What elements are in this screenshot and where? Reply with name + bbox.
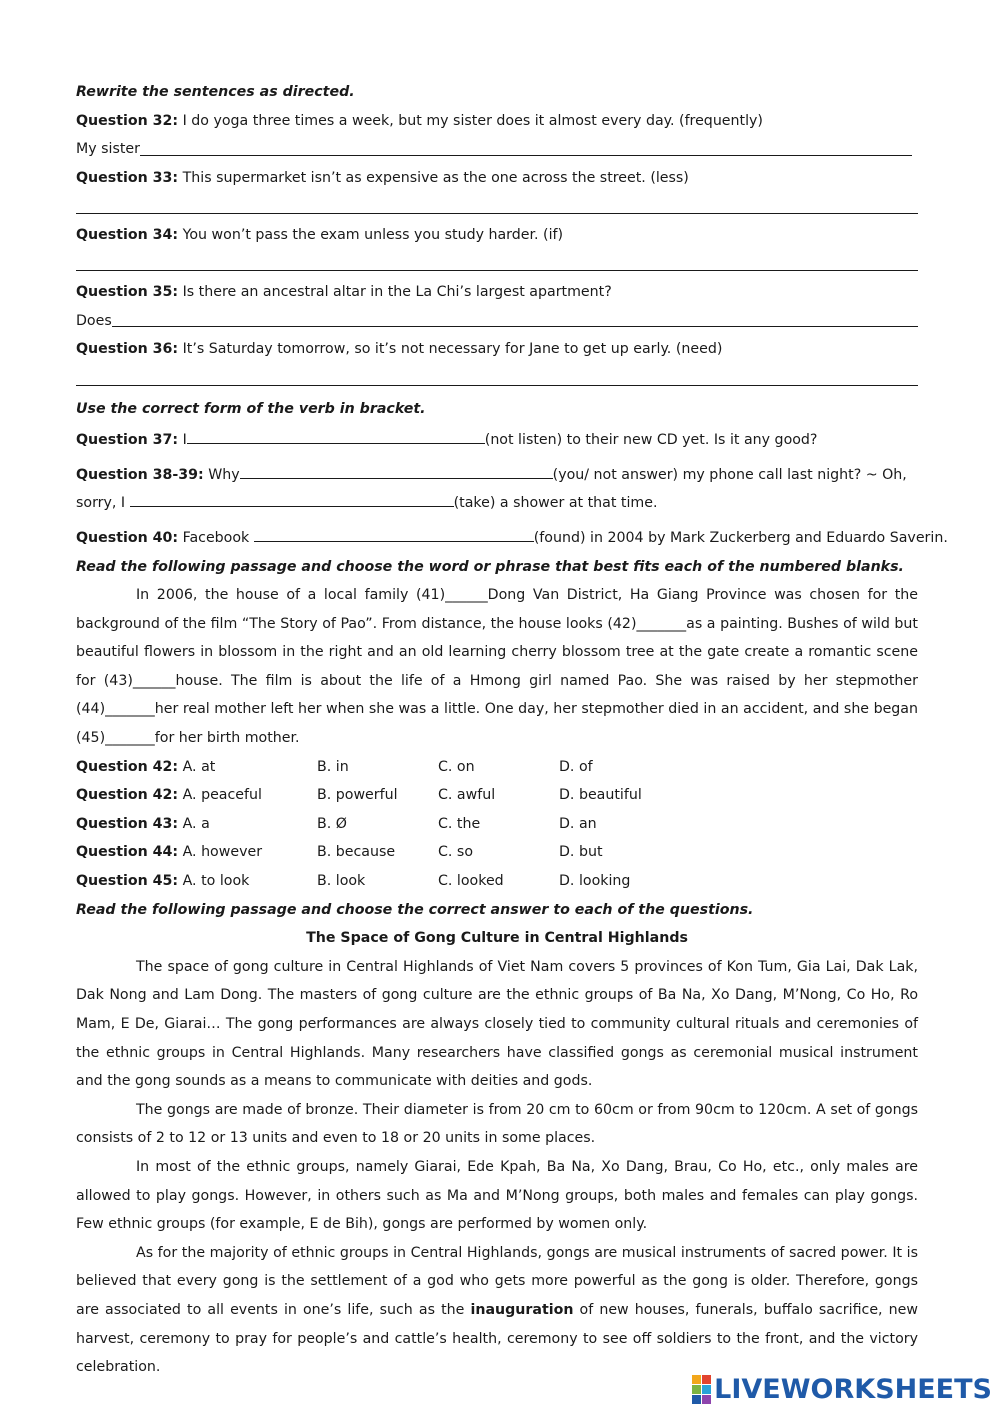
passage-title: The Space of Gong Culture in Central Highlands (306, 930, 688, 947)
question-label: Question 37: (76, 432, 179, 449)
question-37 (76, 426, 918, 455)
answer-blank-40[interactable] (254, 527, 534, 542)
question-text: Facebook (178, 529, 254, 546)
option-b[interactable]: B. in (317, 758, 349, 775)
option-a[interactable]: A. at (178, 758, 216, 775)
option-a[interactable]: A. to look (178, 873, 250, 890)
answer-line-32[interactable] (76, 135, 918, 164)
option-c[interactable]: C. so (438, 844, 473, 861)
option-c[interactable]: C. looked (438, 873, 504, 890)
option-b[interactable]: B. powerful (317, 787, 398, 804)
reading-paragraph-4 (76, 1239, 918, 1382)
answer-line-33[interactable] (76, 192, 918, 221)
option-a[interactable]: A. however (178, 844, 263, 861)
question-33 (76, 164, 918, 193)
question-text: It’s Saturday tomorrow, so it’s not necessary for Jane to get up early. (need) (178, 341, 723, 358)
question-text: You won’t pass the exam unless you study harder. (if) (178, 226, 564, 243)
options-row-44 (76, 838, 918, 867)
section-instruction-reading: Read the following passage and choose the correct answer to each of the questions. (76, 901, 754, 918)
question-label: Question 44: (76, 844, 179, 861)
option-c[interactable]: C. the (438, 815, 481, 832)
question-label: Question 34: (76, 226, 179, 243)
answer-prefix: My sister (76, 141, 140, 158)
paragraph-text: As for the majority of ethnic groups in Central Highlands, gongs are musical instruments of sacred power. It is believed that every gong is the settlement of a god who gets more powerful as the gong is older. Therefore, gongs are associated to all events in one’s life, such as the (76, 1244, 918, 1318)
paragraph-text: of new houses, funerals, buffalo sacrifice, new harvest, ceremony to pray for people’s and cattle’s health, ceremony to see off soldiers to the front, and the victory celebration. (76, 1301, 918, 1376)
highlighted-word: inauguration (470, 1301, 574, 1318)
question-text: (take) a shower at that time. (453, 495, 658, 512)
question-label: Question 36: (76, 341, 179, 358)
answer-line-36[interactable] (76, 364, 918, 393)
section-instruction-rewrite: Rewrite the sentences as directed. (76, 84, 355, 100)
option-b[interactable]: B. look (317, 873, 366, 890)
options-row-43 (76, 810, 918, 839)
question-text: (found) in 2004 by Mark Zuckerberg and Eduardo Saverin. (533, 529, 948, 546)
question-38-39 (76, 461, 918, 490)
question-35 (76, 278, 918, 307)
option-d[interactable]: D. of (559, 758, 593, 775)
answer-blank-37[interactable] (187, 429, 485, 444)
question-40 (76, 524, 948, 553)
question-text: (not listen) to their new CD yet. Is it any good? (484, 432, 818, 449)
option-a[interactable]: A. peaceful (178, 787, 262, 804)
answer-line-35[interactable] (76, 307, 918, 336)
section-instruction-verb-form: Use the correct form of the verb in bracket. (76, 400, 426, 417)
options-row-45 (76, 867, 918, 896)
question-text: This supermarket isn’t as expensive as the one across the street. (less) (178, 169, 689, 186)
question-label: Question 42: (76, 787, 179, 804)
option-d[interactable]: D. an (559, 815, 597, 832)
question-label: Question 33: (76, 169, 179, 186)
answer-prefix: Does (76, 312, 112, 329)
option-c[interactable]: C. on (438, 758, 475, 775)
question-38-39-line2 (76, 489, 918, 518)
option-c[interactable]: C. awful (438, 787, 496, 804)
question-text: Why (203, 466, 240, 483)
option-a[interactable]: A. a (178, 815, 210, 832)
section-instruction-cloze: Read the following passage and choose the word or phrase that best fits each of the numbered blanks. (76, 558, 904, 575)
question-label: Question 40: (76, 529, 179, 546)
reading-paragraph-2: The gongs are made of bronze. Their diameter is from 20 cm to 60cm or from 90cm to 120cm. A set of gongs consists of 2 to 12 or 13 units and even to 18 or 20 units in some places. (76, 1101, 918, 1147)
reading-paragraph-1: The space of gong culture in Central Highlands of Viet Nam covers 5 provinces of Kon Tum, Gia Lai, Dak Lak, Dak Nong and Lam Dong. The masters of gong culture are the ethnic groups of Ba Na, Xo Dang, M’Nong, Co Ho, Ro Mam, E De, Giarai… The gong performances are always closely tied to community cultural rituals and ceremonies of the ethnic groups in Central Highlands. Many researchers have classified gongs as ceremonial musical instrument and the gong sounds as a means to communicate with deities and gods. (76, 958, 918, 1090)
question-label: Question 35: (76, 284, 179, 301)
option-d[interactable]: D. looking (559, 873, 631, 890)
question-32 (76, 107, 918, 136)
reading-paragraph-3: In most of the ethnic groups, namely Giarai, Ede Kpah, Ba Na, Xo Dang, Brau, Co Ho, etc., only males are allowed to play gongs. However, in others such as Ma and M’Nong groups, both males and females can play gongs. Few ethnic groups (for example, E de Bih), gongs are performed by women only. (76, 1158, 918, 1233)
question-text: I (178, 432, 187, 449)
question-label: Question 43: (76, 815, 179, 832)
question-text: (you/ not answer) my phone call last night? ~ Oh, (552, 466, 907, 483)
liveworksheets-logo[interactable] (692, 1374, 992, 1405)
logo-icon (692, 1375, 711, 1404)
answer-blank-39[interactable] (130, 492, 454, 507)
options-row-42a (76, 753, 918, 782)
question-label: Question 45: (76, 873, 179, 890)
question-text: I do yoga three times a week, but my sister does it almost every day. (frequently) (178, 112, 763, 129)
worksheet-page (76, 78, 948, 1382)
answer-blank-38[interactable] (240, 464, 553, 479)
question-label: Question 32: (76, 112, 179, 129)
question-text: sorry, I (76, 495, 130, 512)
cloze-passage: In 2006, the house of a local family (41)______Dong Van District, Ha Giang Province was chosen for the background of the film “The Story of Pao”. From distance, the house looks (42)_______as a painting. Bushes of wild but beautiful flowers in blossom in the right and an old learning cherry blossom tree at the gate create a romantic scene for (43)______house. The film is about the life of a Hmong girl named Pao. She was raised by her stepmother (44)_______her real mother left her when she was a little. One day, her stepmother died in an accident, and she began (45)_______for her birth mother. (76, 587, 918, 747)
question-36 (76, 335, 918, 364)
question-label: Question 38-39: (76, 466, 204, 483)
option-d[interactable]: D. but (559, 844, 603, 861)
question-label: Question 42: (76, 758, 179, 775)
options-row-42b (76, 781, 918, 810)
question-34 (76, 221, 918, 250)
option-b[interactable]: B. because (317, 844, 396, 861)
option-d[interactable]: D. beautiful (559, 787, 642, 804)
logo-text: LIVEWORKSHEETS (714, 1374, 992, 1405)
answer-line-34[interactable] (76, 250, 918, 279)
question-text: Is there an ancestral altar in the La Chi’s largest apartment? (178, 284, 612, 301)
option-b[interactable]: B. Ø (317, 815, 347, 832)
